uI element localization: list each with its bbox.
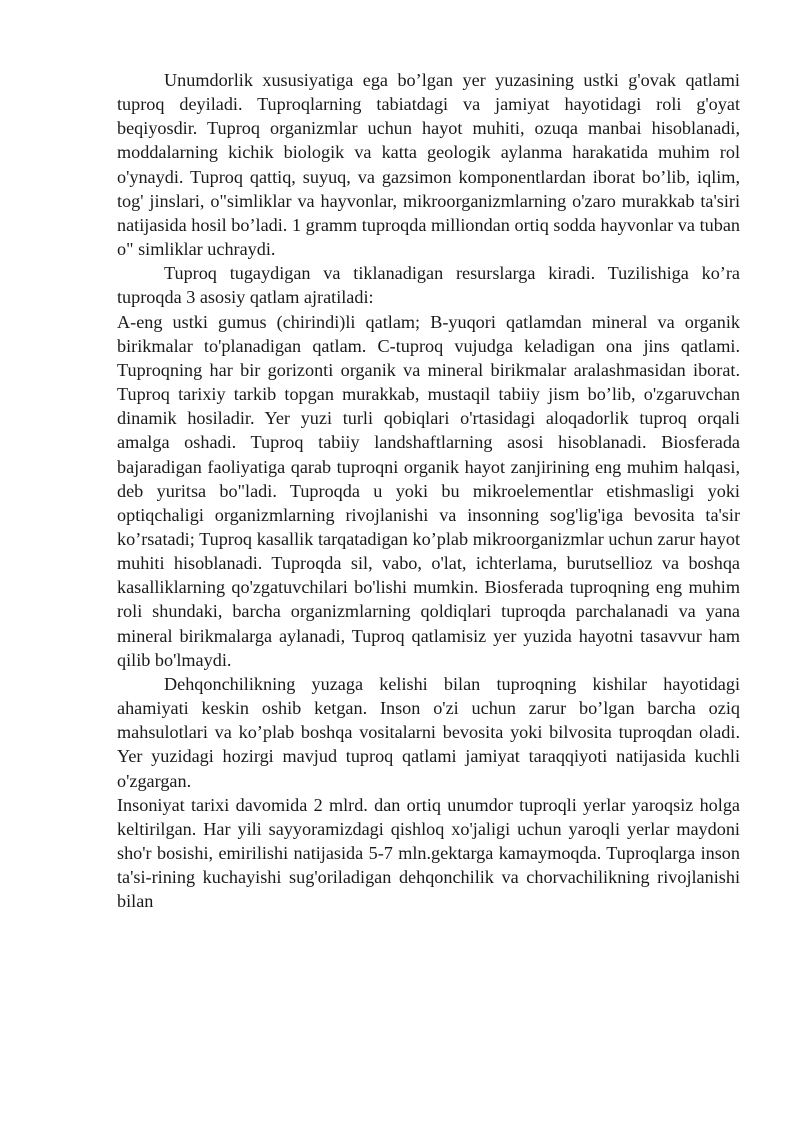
paragraph-soil-resources: Tuproq tugaydigan va tiklanadigan resurslarga kiradi. Tuzilishiga ko’ra tuproqda 3 asosiy qatlam ajratiladi: bbox=[117, 263, 740, 308]
document-page bbox=[117, 68, 740, 913]
paragraph-agriculture: Dehqonchilikning yuzaga kelishi bilan tuproqning kishilar hayotidagi ahamiyati keskin oshib ketgan. Inson o'zi uchun zarur bo’lgan barcha oziq mahsulotlari va ko’plab boshqa vositalarni bevosita yoki bilvosita tuproqdan oladi. Yer yuzidagi hozirgi mavjud tuproq qatlami jamiyat taraqqiyoti natijasida kuchli o'zgargan. bbox=[117, 673, 740, 791]
paragraph-soil-layers: A-eng ustki gumus (chirindi)li qatlam; B-yuqori qatlamdan mineral va organik birikmalar to'planadigan qatlam. C-tuproq vujudga keladigan ona jins qatlami. Tuproqning har bir gorizonti organik va mineral birikmalar aralashmasidan iborat. Tuproq tarixiy tarkib topgan murakkab, mustaqil tabiiy jism bo’lib, o'zgaruvchan dinamik hosiladir. Yer yuzi turli qobiqlari o'rtasidagi aloqadorlik tuproq orqali amalga oshadi. Tuproq tabiiy landshaftlarning asosi hisoblanadi. Biosferada bajaradigan faoliyatiga qarab tuproqni organik hayot zanjirining eng muhim halqasi, deb yuritsa bo"ladi. Tuproqda u yoki bu mikroelementlar etishmasligi yoki optiqchaligi organizmlarning rivojlanishi va insonning sog'lig'iga bevosita ta'sir ko’rsatadi; Tuproq kasallik tarqatadigan ko’plab mikroorganizmlar uchun zarur hayot muhiti hisoblanadi. Tuproqda sil, vabo, o'lat, ichterlama, burutsellioz va boshqa kasalliklarning qo'zgatuvchilari bo'lishi mumkin. Biosferada tuproqning eng muhim roli shundaki, barcha organizmlarning qoldiqlari tuproqda parchalanadi va yana mineral birikmalarga aylanadi, Tuproq qatlamisiz yer yuzida hayotni tasavvur ham qilib bo'lmaydi. bbox=[117, 311, 740, 670]
paragraph-degradation: Insoniyat tarixi davomida 2 mlrd. dan ortiq unumdor tuproqli yerlar yaroqsiz holga keltirilgan. Har yili sayyoramizdagi qishloq xo'jaligi uchun yaroqli yerlar maydoni sho'r bosishi, emirilishi natijasida 5-7 mln.gektarga kamaymoqda. Tuproqlarga inson ta'si-rining kuchayishi sug'oriladigan dehqonchilik va chorvachilikning rivojlanishi bilan bbox=[117, 794, 740, 912]
paragraph-soil-definition: Unumdorlik xususiyatiga ega bo’lgan yer yuzasining ustki g'ovak qatlami tuproq deyiladi. Tuproqlarning tabiatdagi va jamiyat hayotidagi roli g'oyat beqiyosdir. Tuproq organizmlar uchun hayot muhiti, ozuqa manbai hisoblanadi, moddalarning kichik biologik va katta geologik aylanma harakatida muhim rol o'ynaydi. Tuproq qattiq, suyuq, va gazsimon komponentlardan iborat bo’lib, iqlim, tog' jinslari, o"simliklar va hayvonlar, mikroorganizmlarning o'zaro murakkab ta'siri natijasida hosil bo’ladi. 1 gramm tuproqda milliondan ortiq sodda hayvonlar va tuban o" simliklar uchraydi. bbox=[117, 70, 740, 260]
